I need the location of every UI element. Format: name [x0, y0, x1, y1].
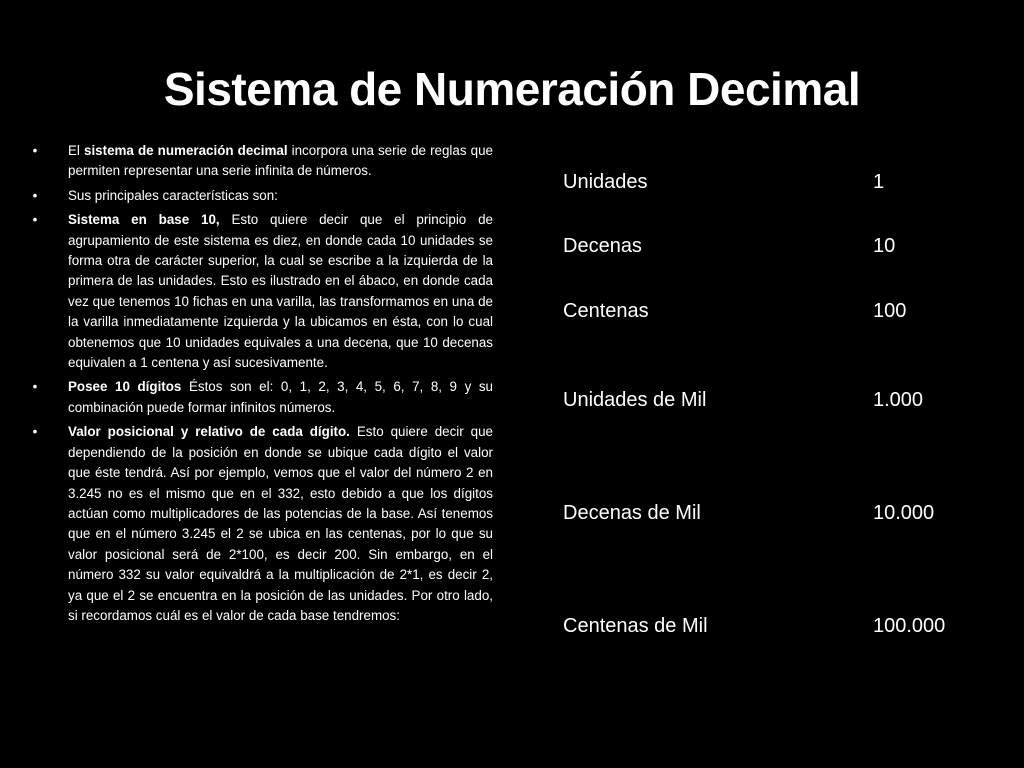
bullet-text-bold: Sistema en base 10,: [68, 212, 220, 228]
table-row: [563, 502, 1003, 530]
table-row: [563, 171, 1003, 199]
table-row: [563, 235, 1003, 263]
place-value: 1.000: [873, 389, 924, 411]
bullet-text-bold: Posee 10 dígitos: [68, 379, 182, 395]
bullet-text-pre: El: [68, 143, 84, 158]
bullet-item: [28, 422, 493, 626]
table-row: [563, 300, 1003, 328]
place-value: 100: [873, 300, 907, 322]
place-value: 10: [873, 235, 896, 257]
bullet-text: Esto quiere decir que el principio de agrupamiento de este sistema es diez, en donde cada 10 unidades se forma otra de carácter superior, la cual se escribe a la izquierda de la primera de las unidades. Esto es ilustrado en el ábaco, en donde cada vez que tenemos 10 fichas en una varilla, las transformamos en una de la varilla inmediatamente izquierda y la ubicamos en ésta, con lo cual obtenemos que 10 unidades equivales a una decena, que 10 decenas equivalen a 1 centena y así sucesivamente.: [68, 212, 493, 371]
place-value: 100.000: [873, 615, 946, 637]
bullet-item: [28, 141, 493, 182]
slide-title: Sistema de Numeración Decimal: [163, 63, 861, 115]
place-label: Unidades: [563, 171, 648, 193]
place-label: Decenas: [563, 235, 642, 257]
bullet-icon: •: [32, 379, 38, 395]
bullet-icon: •: [32, 143, 38, 158]
place-label: Unidades de Mil: [563, 389, 707, 411]
bullet-icon: •: [32, 212, 38, 228]
bullet-text-bold: Valor posicional y relativo de cada dígito.: [68, 424, 350, 440]
bullet-icon: •: [32, 424, 38, 440]
bullet-item: [28, 186, 493, 206]
place-label: Centenas: [563, 300, 649, 322]
bullet-item: [28, 210, 493, 373]
bullet-item: [28, 377, 493, 418]
bullet-text: incorpora una serie de reglas que permiten representar una serie infinita de números.: [68, 143, 493, 179]
table-row: [563, 389, 1003, 417]
bullet-icon: •: [32, 187, 38, 203]
place-value: 1: [873, 171, 885, 193]
table-row: [563, 615, 1003, 643]
place-label: Decenas de Mil: [563, 502, 701, 524]
place-label: Centenas de Mil: [563, 615, 708, 637]
bullet-list: [28, 141, 493, 630]
place-value: 10.000: [873, 502, 935, 524]
bullet-text-bold: sistema de numeración decimal: [84, 143, 288, 158]
bullet-text: Éstos son el: 0, 1, 2, 3, 4, 5, 6, 7, 8, 9 y su combinación puede formar infinitos números.: [68, 379, 493, 415]
bullet-text: Sus principales características son:: [68, 187, 278, 203]
bullet-text: Esto quiere decir que dependiendo de la posición en donde se ubique cada dígito el valor que éste tendrá. Así por ejemplo, vemos que el valor del número 2 en 3.245 no es el mismo que en el 332, esto debido a que los dígitos actúan como multiplicadores de las potencias de la base. Así tenemos que en el número 3.245 el 2 se ubica en las centenas, por lo que su valor posicional será de 2*100, es decir 200. Sin embargo, en el número 332 su valor equivaldrá a la multiplicación de 2*1, es decir 2, ya que el 2 se encuentra en la posición de las unidades. Por otro lado, si recordamos cuál es el valor de cada base tendremos:: [68, 424, 494, 623]
